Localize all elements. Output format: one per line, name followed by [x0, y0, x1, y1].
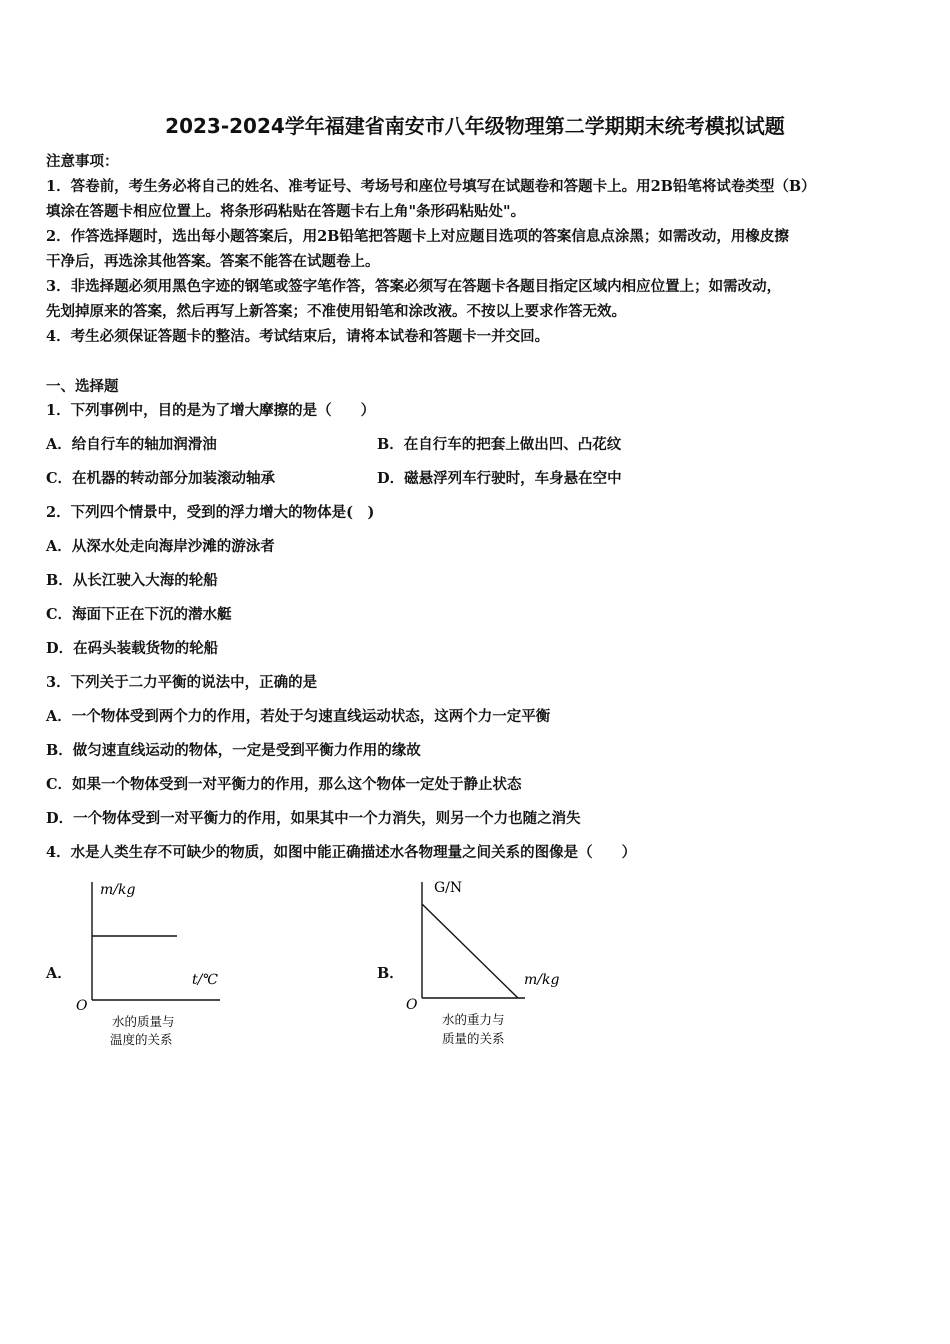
- notice-heading: 注意事项：: [46, 153, 119, 170]
- question-3-option-a: A．一个物体受到两个力的作用，若处于匀速直线运动状态，这两个力一定平衡: [46, 708, 551, 725]
- question-2-option-b: B．从长江驶入大海的轮船: [46, 572, 218, 589]
- question-1-option-b: B．在自行车的把套上做出凹、凸花纹: [377, 436, 622, 453]
- notice-line: 先划掉原来的答案，然后再写上新答案；不准使用铅笔和涂改液。不按以上要求作答无效。: [46, 303, 626, 320]
- graph-b-origin: O: [406, 997, 418, 1013]
- page-title: 2023-2024学年福建省南安市八年级物理第二学期期末统考模拟试题: [165, 114, 785, 138]
- question-2-option-a: A．从深水处走向海岸沙滩的游泳者: [46, 538, 275, 555]
- graph-a-y-axis-label: m/kg: [100, 882, 136, 898]
- notice-line: 4．考生必须保证答题卡的整洁。考试结束后，请将本试卷和答题卡一并交回。: [46, 328, 550, 345]
- question-3-stem: 3．下列关于二力平衡的说法中，正确的是: [46, 674, 318, 691]
- section-heading: 一、选择题: [46, 378, 119, 395]
- graph-b-y-axis-label: G/N: [434, 880, 463, 896]
- question-4-stem: 4．水是人类生存不可缺少的物质，如图中能正确描述水各物理量之间关系的图像是（ ）: [46, 844, 637, 861]
- question-1-option-a: A．给自行车的轴加润滑油: [46, 436, 217, 453]
- question-2-option-d: D．在码头装载货物的轮船: [46, 640, 219, 657]
- graph-a-mass-vs-temperature: [70, 874, 240, 1054]
- notice-line: 3．非选择题必须用黑色字迹的钢笔或签字笔作答，答案必须写在答题卡各题目指定区域内相应位置上；如需改动，: [46, 278, 782, 295]
- question-1-option-c: C．在机器的转动部分加装滚动轴承: [46, 470, 276, 487]
- graph-a-x-axis-label: t/℃: [192, 972, 219, 988]
- graph-b-caption-line-1: 水的重力与: [442, 1012, 505, 1027]
- notice-line: 填涂在答题卡相应位置上。将条形码粘贴在答题卡右上角"条形码粘贴处"。: [46, 203, 526, 220]
- graph-a-origin: O: [76, 998, 88, 1014]
- graph-a-caption-line-1: 水的质量与: [112, 1014, 175, 1029]
- graph-a-caption-line-2: 温度的关系: [110, 1032, 173, 1047]
- question-3-option-b: B．做匀速直线运动的物体，一定是受到平衡力作用的缘故: [46, 742, 421, 759]
- question-3-option-c: C．如果一个物体受到一对平衡力的作用，那么这个物体一定处于静止状态: [46, 776, 522, 793]
- graph-b-x-axis-label: m/kg: [524, 972, 560, 988]
- question-4-option-a-label: A．: [46, 965, 72, 982]
- question-4-option-b-label: B．: [377, 965, 404, 982]
- graph-b-weight-vs-mass: [400, 874, 580, 1054]
- graph-b-weight-line: [422, 904, 518, 998]
- notice-line: 2．作答选择题时，选出每小题答案后，用2B铅笔把答题卡上对应题目选项的答案信息点涂黑；如需改动，用橡皮擦: [46, 228, 789, 245]
- question-1-option-d: D．磁悬浮列车行驶时，车身悬在空中: [377, 470, 622, 487]
- question-3-option-d: D．一个物体受到一对平衡力的作用，如果其中一个力消失，则另一个力也随之消失: [46, 810, 581, 827]
- question-2-option-c: C．海面下正在下沉的潜水艇: [46, 606, 232, 623]
- graph-b-caption-line-2: 质量的关系: [442, 1031, 505, 1046]
- question-2-stem: 2．下列四个情景中，受到的浮力增大的物体是( ): [46, 504, 375, 521]
- notice-line: 1．答卷前，考生务必将自己的姓名、准考证号、考场号和座位号填写在试题卷和答题卡上。用2B铅笔将试卷类型（B）: [46, 178, 816, 195]
- question-1-stem: 1．下列事例中，目的是为了增大摩擦的是（ ）: [46, 402, 376, 419]
- notice-line: 干净后，再选涂其他答案。答案不能答在试题卷上。: [46, 253, 380, 270]
